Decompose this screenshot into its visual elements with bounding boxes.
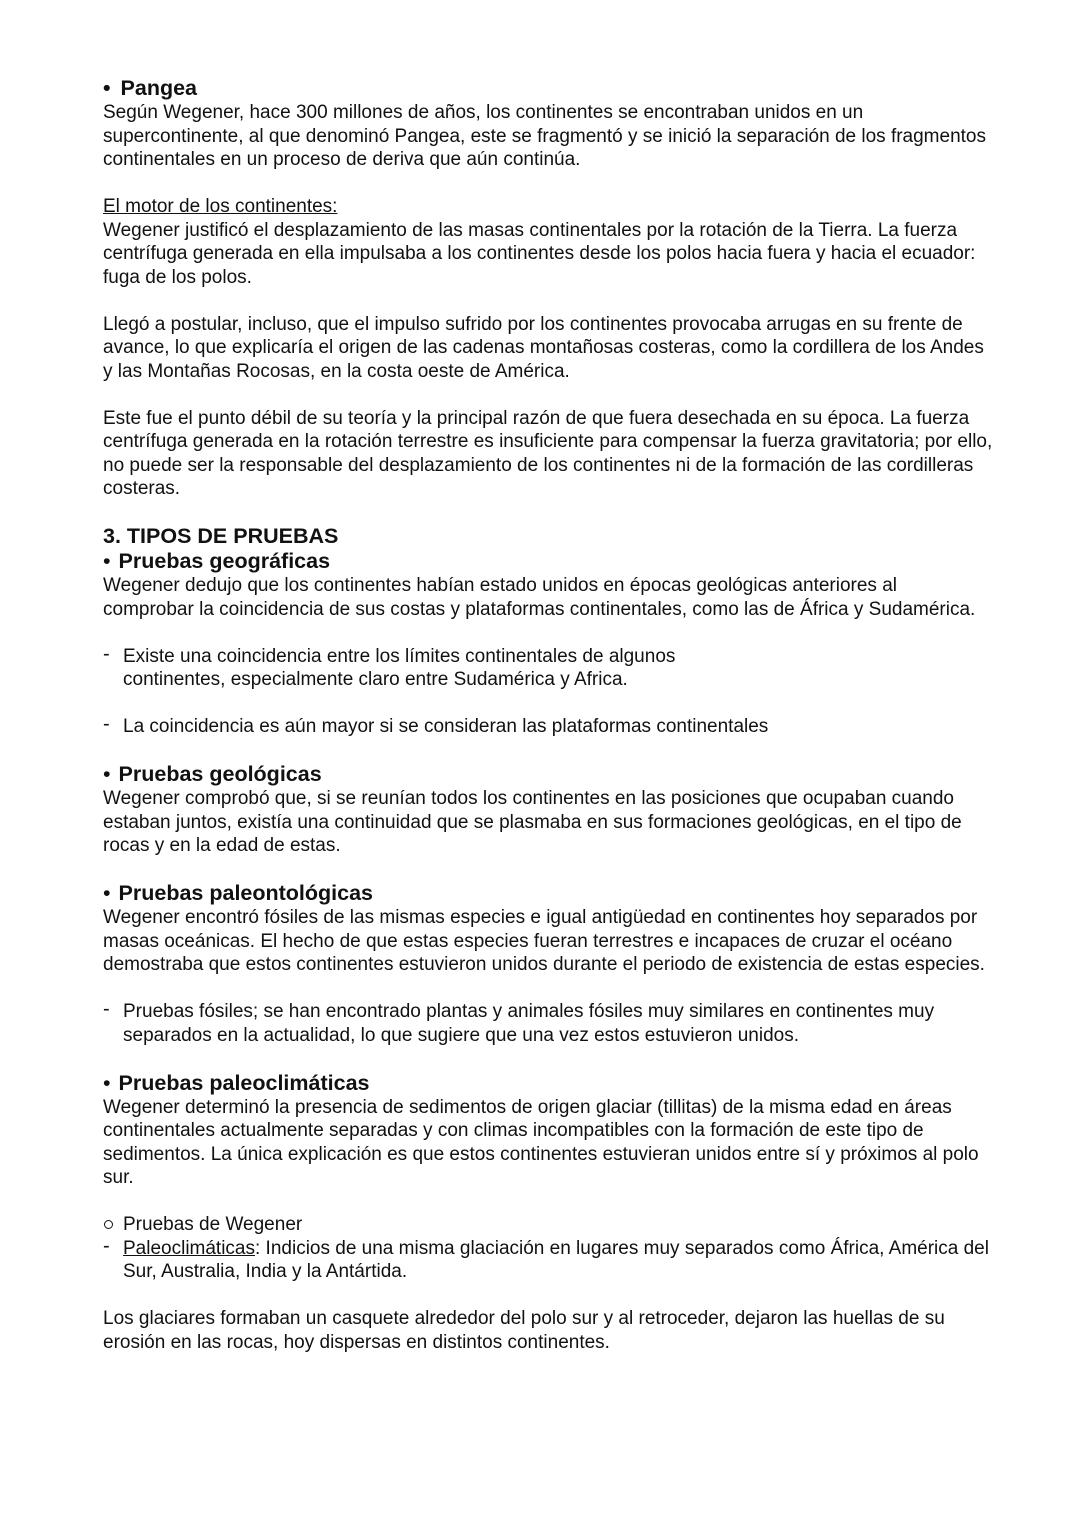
list-item: - Paleoclimáticas: Indicios de una misma glaciación en lugares muy separados como África, América del Sur, Australia, India y la Antártida. (103, 1234, 989, 1282)
bullet-icon: • (103, 881, 111, 905)
geologicas-paragraph: Wegener comprobó que, si se reunían todos los continentes en las posiciones que ocupaban cuando estaban juntos, existía una continuidad que se plasmaba en sus formaciones geológicas, en el tipo de rocas y en la edad de estas. (103, 788, 962, 856)
dash-icon: - (103, 998, 110, 1020)
motor-heading: El motor de los continentes: (103, 196, 338, 217)
paleontologicas-heading: • Pruebas paleontológicas (103, 881, 374, 905)
list-item: - La coincidencia es aún mayor si se consideran las plataformas continentales (103, 713, 769, 737)
list-item: - Pruebas fósiles; se han encontrado plantas y animales fósiles muy similares en continentes muy separados en la actualidad, lo que sugiere que una vez estos estuvieron unidos. (103, 998, 935, 1046)
dash-icon: - (103, 713, 110, 735)
motor-paragraph-3: Este fue el punto débil de su teoría y la principal razón de que fuera desechada en su época. La fuerza centrífuga generada en la rotación terrestre es insuficiente para compensar la fuerza gravitatoria; por ello, no puede ser la responsable del desplazamiento de los continentes ni de la formación de las cordilleras costeras. (103, 407, 993, 499)
pangea-heading: • Pangea (103, 76, 198, 100)
closing-paragraph: Los glaciares formaban un casquete alrededor del polo sur y al retroceder, dejaron las huellas de su erosión en las rocas, hoy dispersas en distintos continentes. (103, 1308, 945, 1353)
dash-icon: - (103, 642, 110, 665)
bullet-icon: • (103, 1070, 111, 1095)
paleoclimaticas-paragraph: Wegener determinó la presencia de sedimentos de origen glaciar (tillitas) de la misma edad en áreas continentales actualmente separadas y con climas incompatibles con la formación de este tipo de sedimentos. La única explicación es que estos continentes estuvieran unidos entre sí y próximos al polo sur. (103, 1096, 979, 1188)
dash-icon: - (103, 1234, 110, 1257)
paleontologicas-paragraph: Wegener encontró fósiles de las mismas especies e igual antigüedad en continentes hoy separados por masas oceánicas. El hecho de que estas especies fueran terrestres e incapaces de cruzar el océano demostraba que estos continentes estuvieron unidos durante el periodo de existencia de estas especies. (103, 907, 985, 975)
geograficas-heading: • Pruebas geográficas (103, 549, 331, 573)
circle-bullet-icon (104, 1220, 113, 1229)
paleoclimaticas-heading: • Pruebas paleoclimáticas (103, 1070, 370, 1095)
bullet-icon: • (103, 76, 111, 100)
geologicas-heading: • Pruebas geológicas (103, 762, 322, 786)
bullet-icon: • (103, 762, 111, 786)
paleoclimaticas-label: Paleoclimáticas (123, 1237, 255, 1259)
list-item: - Existe una coincidencia entre los límites continentales de algunos continentes, especialmente claro entre Sudamérica y Africa. (103, 642, 676, 690)
bullet-icon: • (103, 549, 111, 573)
geograficas-paragraph: Wegener dedujo que los continentes habían estado unidos en épocas geológicas anteriores al comprobar la coincidencia de sus costas y plataformas continentales, como las de África y Sudamérica. (103, 575, 976, 620)
motor-paragraph-1: Wegener justificó el desplazamiento de las masas continentales por la rotación de la Tierra. La fuerza centrífuga generada en ella impulsaba a los continentes desde los polos hacia fuera y hacia el ecuador: fuga de los polos. (103, 219, 976, 288)
document-page (103, 76, 993, 1354)
pangea-paragraph: Según Wegener, hace 300 millones de años, los continentes se encontraban unidos en un supercontinente, al que denominó Pangea, este se fragmentó y se inició la separación de los fragmentos continentales en un proceso de deriva que aún continúa. (103, 102, 986, 170)
list-item: Pruebas de Wegener (103, 1213, 993, 1237)
motor-paragraph-2: Llegó a postular, incluso, que el impulso sufrido por los continentes provocaba arrugas en su frente de avance, lo que explicaría el origen de las cadenas montañosas costeras, como la cordillera de los Andes y las Montañas Rocosas, en la costa oeste de América. (103, 313, 984, 382)
section-title: 3. TIPOS DE PRUEBAS (103, 524, 339, 548)
